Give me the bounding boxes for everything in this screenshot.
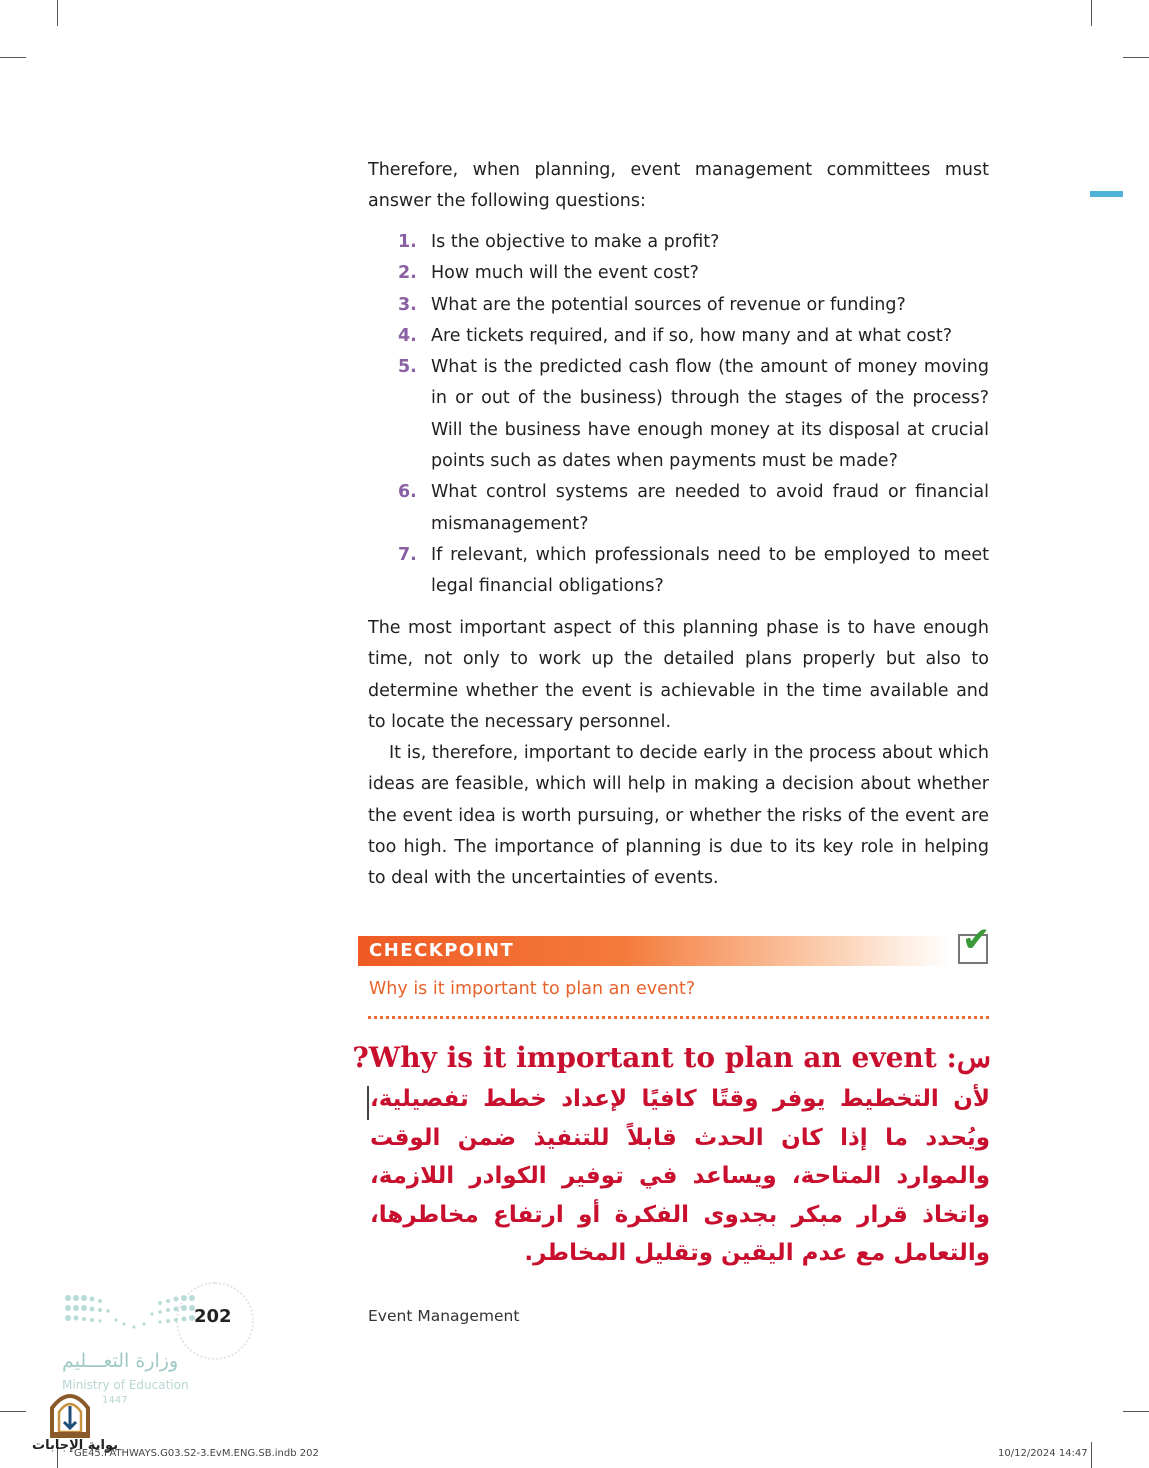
ministry-dots-logo: [64, 1294, 198, 1334]
list-number: 7.: [398, 544, 417, 565]
crop-mark: [1123, 57, 1149, 58]
answer-question: س: Why is it important to plan an event?: [352, 1041, 991, 1074]
crop-mark: [57, 0, 58, 26]
list-item: [398, 258, 989, 289]
page-number: 202: [194, 1306, 232, 1327]
mosque-icon: [46, 1388, 94, 1438]
checkpoint-title: CHECKPOINT: [369, 940, 515, 961]
body-paragraph: It is, therefore, important to decide early in the process about which ideas are feasible, which will help in making a decision about whether the event idea is worth pursuing, or whether the risks of the event are too high. The importance of planning is due to its key role in helping to deal with the uncertainties of events.: [368, 743, 989, 889]
list-text: What is the predicted cash flow (the amount of money moving in or out of the business) through the stages of the process? Will the business have enough money at its disposal at crucial points such as dates when payments must be made?: [431, 357, 989, 472]
crop-mark: [0, 1411, 26, 1412]
list-text: What control systems are needed to avoid fraud or financial mismanagement?: [431, 482, 989, 534]
print-slug: GE45.PATHWAYS.G03.S2-3.EvM.ENG.SB.indb 202: [74, 1448, 319, 1459]
crop-mark: [1123, 1411, 1149, 1412]
list-number: 1.: [398, 232, 417, 252]
print-timestamp: 10/12/2024 14:47: [998, 1448, 1088, 1459]
ministry-year: 1447: [102, 1395, 128, 1406]
ministry-arabic-name: وزارة التعـــليم: [62, 1350, 179, 1372]
text-cursor-bar: [367, 1086, 369, 1120]
question-list: [398, 227, 989, 603]
check-mark-icon: ✔: [962, 920, 991, 960]
list-text: What are the potential sources of revenue or funding?: [431, 294, 906, 315]
answer-text: لأن التخطيط يوفر وقتًا كافيًا لإعداد خطط تفصيلية، ويُحدد ما إذا كان الحدث قابلاً للتنفيذ ضمن الوقت والموارد المتاحة، ويساعد في توفير الكوادر اللازمة، واتخاذ قرار مبكر بجدوى الفكرة أو ارتفاع مخاطرها، والتعامل مع عدم اليقين وتقليل المخاطر.: [370, 1086, 990, 1266]
book-title: Event Management: [368, 1307, 520, 1325]
crop-mark: [1091, 1442, 1092, 1468]
list-number: 2.: [398, 263, 417, 284]
list-text: Is the objective to make a profit?: [431, 232, 720, 252]
watermark-site-label: بوابة الإجابات: [32, 1438, 118, 1453]
section-tab-marker: [1090, 191, 1123, 197]
dotted-divider: [368, 1016, 989, 1019]
list-item: [398, 540, 989, 603]
list-number: 5.: [398, 357, 417, 378]
ministry-english-name: Ministry of Education: [62, 1378, 189, 1392]
list-item: [398, 227, 989, 258]
list-text: Are tickets required, and if so, how many and at what cost?: [431, 325, 952, 346]
list-number: 4.: [398, 325, 417, 346]
list-item: [398, 321, 989, 352]
body-paragraph: The most important aspect of this planning phase is to have enough time, not only to work up the detailed plans properly but also to determine whether the event is achievable in the time available and to locate the necessary personnel.: [368, 618, 989, 732]
list-number: 3.: [398, 294, 417, 315]
list-number: 6.: [398, 482, 417, 503]
checkpoint-question: Why is it important to plan an event?: [369, 979, 696, 999]
list-item: [398, 290, 989, 321]
crop-mark: [1091, 0, 1092, 26]
list-item: [398, 352, 989, 477]
list-text: If relevant, which professionals need to be employed to meet legal financial obligations?: [431, 544, 989, 597]
crop-mark: [0, 57, 26, 58]
list-text: How much will the event cost?: [431, 263, 699, 284]
intro-paragraph: Therefore, when planning, event management committees must answer the following questions:: [368, 160, 989, 212]
list-item: [398, 477, 989, 540]
